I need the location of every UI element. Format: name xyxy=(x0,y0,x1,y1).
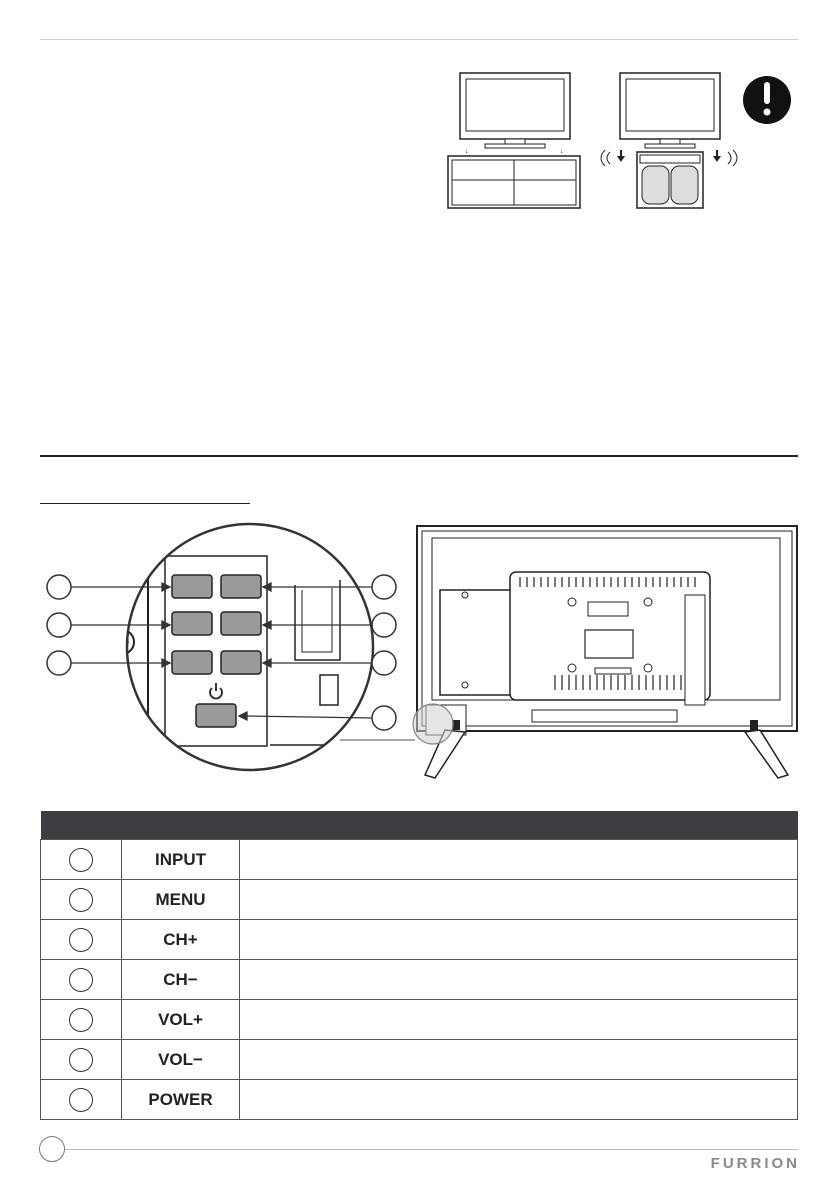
footer-divider xyxy=(62,1149,798,1150)
callout-circle xyxy=(69,848,93,872)
top-divider xyxy=(40,39,798,40)
svg-text:↓: ↓ xyxy=(560,148,564,155)
description-cell xyxy=(240,840,798,880)
control-panel-diagram xyxy=(40,520,800,782)
table-row xyxy=(41,1080,798,1120)
table-row xyxy=(41,960,798,1000)
page-number-circle xyxy=(39,1136,65,1162)
callout-cell xyxy=(41,880,122,920)
callout-cell xyxy=(41,920,122,960)
tv-rear-view xyxy=(413,526,797,778)
callout-cell xyxy=(41,1080,122,1120)
tv-on-unstable-stand xyxy=(601,73,737,208)
callout-circle xyxy=(69,888,93,912)
callout-circle xyxy=(69,1088,93,1112)
tv-on-cabinet xyxy=(448,73,580,208)
key-label: POWER xyxy=(122,1080,240,1120)
svg-text:↓: ↓ xyxy=(465,148,469,155)
section-underline xyxy=(40,503,250,504)
section-divider xyxy=(40,455,798,457)
callout-cell xyxy=(41,1040,122,1080)
callout-cell xyxy=(41,1000,122,1040)
key-label: CH+ xyxy=(122,920,240,960)
description-cell xyxy=(240,960,798,1000)
table-header-row xyxy=(41,811,798,840)
controls-table xyxy=(40,811,798,1120)
key-label: INPUT xyxy=(122,840,240,880)
key-label: MENU xyxy=(122,880,240,920)
callout-cell xyxy=(41,840,122,880)
key-label: CH− xyxy=(122,960,240,1000)
table-row xyxy=(41,920,798,960)
brand-logo: FURRION xyxy=(710,1155,800,1172)
callout-cell xyxy=(41,960,122,1000)
table-row xyxy=(41,1000,798,1040)
callout-circle xyxy=(69,1008,93,1032)
description-cell xyxy=(240,1000,798,1040)
table-row xyxy=(41,1040,798,1080)
callout-circle xyxy=(69,968,93,992)
warning-exclamation-icon xyxy=(743,76,791,124)
tv-placement-illustration xyxy=(440,70,800,215)
table-row xyxy=(41,840,798,880)
description-cell xyxy=(240,880,798,920)
description-cell xyxy=(240,1040,798,1080)
key-label: VOL+ xyxy=(122,1000,240,1040)
callout-circle xyxy=(69,1048,93,1072)
key-label: VOL− xyxy=(122,1040,240,1080)
callout-circle xyxy=(69,928,93,952)
description-cell xyxy=(240,920,798,960)
table-row xyxy=(41,880,798,920)
description-cell xyxy=(240,1080,798,1120)
